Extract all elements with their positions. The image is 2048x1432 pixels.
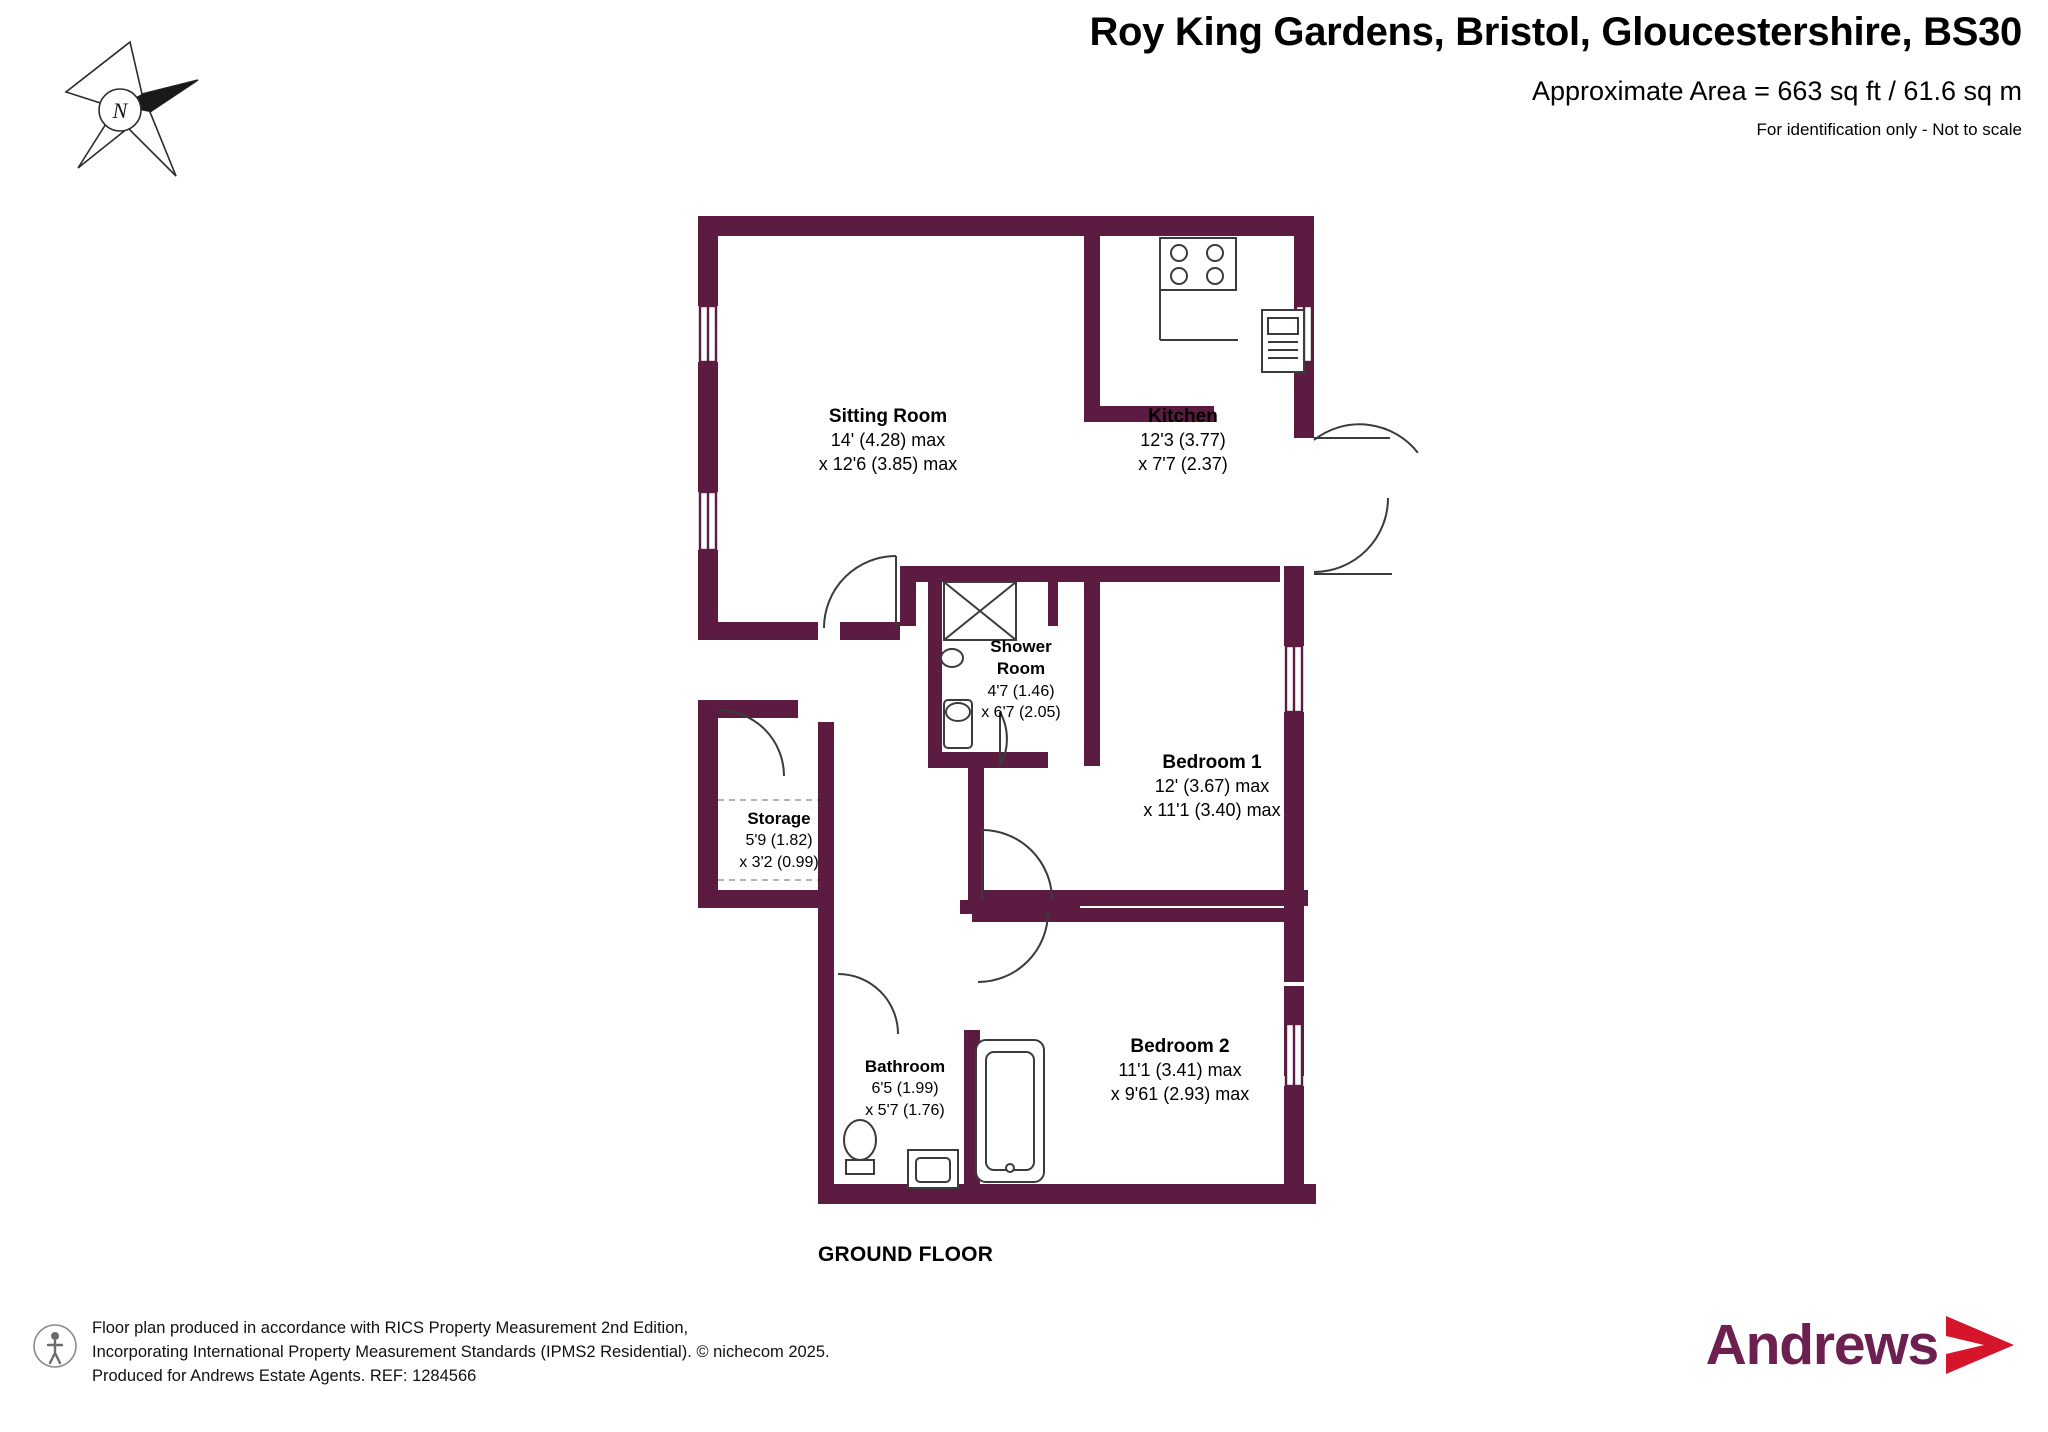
page-title: Roy King Gardens, Bristol, Gloucestershire, BS30 — [1089, 10, 2022, 54]
kitchen-counter — [1160, 290, 1238, 340]
footer-line-3: Produced for Andrews Estate Agents. REF: 1284566 — [92, 1366, 477, 1385]
arrow-right-icon — [1944, 1314, 2022, 1381]
room-dimension-2: x 12'6 (3.85) max — [818, 453, 958, 474]
room-name-line2: Room — [996, 659, 1046, 679]
room-name: Bedroom 1 — [1162, 752, 1262, 773]
room-dimension-1: 14' (4.28) max — [830, 430, 946, 451]
room-name: Kitchen — [1148, 406, 1218, 427]
room-dimension-2: x 6'7 (2.05) — [981, 703, 1061, 721]
room-dimension-1: 5'9 (1.82) — [745, 832, 813, 850]
brand-name: Andrews — [1705, 1313, 1938, 1377]
kitchen-hob-icon — [1160, 238, 1236, 290]
room-name: Sitting Room — [828, 406, 948, 427]
room-label-storage — [679, 808, 879, 873]
footer-credits — [92, 1317, 830, 1389]
room-dimension-2: x 7'7 (2.37) — [1138, 453, 1228, 474]
room-name: Bedroom 2 — [1130, 1036, 1230, 1057]
room-label-shower-room — [921, 636, 1121, 723]
footer-line-2: Incorporating International Property Measurement Standards (IPMS2 Residential). © nichecom 2025. — [92, 1342, 830, 1361]
brand-logo — [1706, 1309, 2022, 1381]
room-dimension-1: 11'1 (3.41) max — [1118, 1060, 1242, 1081]
footer-line-1: Floor plan produced in accordance with RICS Property Measurement 2nd Edition, — [92, 1319, 689, 1337]
room-name: Storage — [747, 809, 811, 828]
room-dimension-1: 4'7 (1.46) — [987, 682, 1055, 700]
room-label-bedroom-2 — [1060, 1034, 1300, 1107]
room-label-bedroom-1 — [1092, 750, 1332, 823]
bathroom-toilet-icon — [844, 1120, 876, 1174]
room-dimension-1: 12'3 (3.77) — [1140, 430, 1226, 451]
compass-label: N — [112, 98, 128, 123]
room-dimension-2: x 5'7 (1.76) — [865, 1101, 945, 1119]
room-dimension-1: 12' (3.67) max — [1154, 776, 1270, 797]
approximate-area: Approximate Area = 663 sq ft / 61.6 sq m — [1531, 76, 2022, 106]
person-accessibility-icon — [32, 1323, 78, 1369]
bathroom-basin-icon — [908, 1150, 958, 1188]
disclaimer-text: For identification only - Not to scale — [1756, 120, 2022, 139]
room-dimension-2: x 11'1 (3.40) max — [1143, 799, 1281, 820]
room-label-kitchen — [1083, 404, 1283, 477]
room-name: Bathroom — [864, 1057, 946, 1076]
room-dimension-1: 6'5 (1.99) — [871, 1080, 939, 1098]
room-label-sitting-room — [788, 404, 988, 477]
room-name: Shower — [990, 637, 1052, 656]
kitchen-appliance-icon — [1262, 310, 1304, 372]
room-label-bathroom — [805, 1056, 1005, 1121]
floor-caption: GROUND FLOOR — [818, 1243, 994, 1266]
room-dimension-2: x 3'2 (0.99) — [739, 853, 819, 871]
footer — [18, 1309, 2030, 1399]
shower-tray-icon — [944, 582, 1016, 640]
room-dimension-2: x 9'61 (2.93) max — [1110, 1083, 1250, 1104]
